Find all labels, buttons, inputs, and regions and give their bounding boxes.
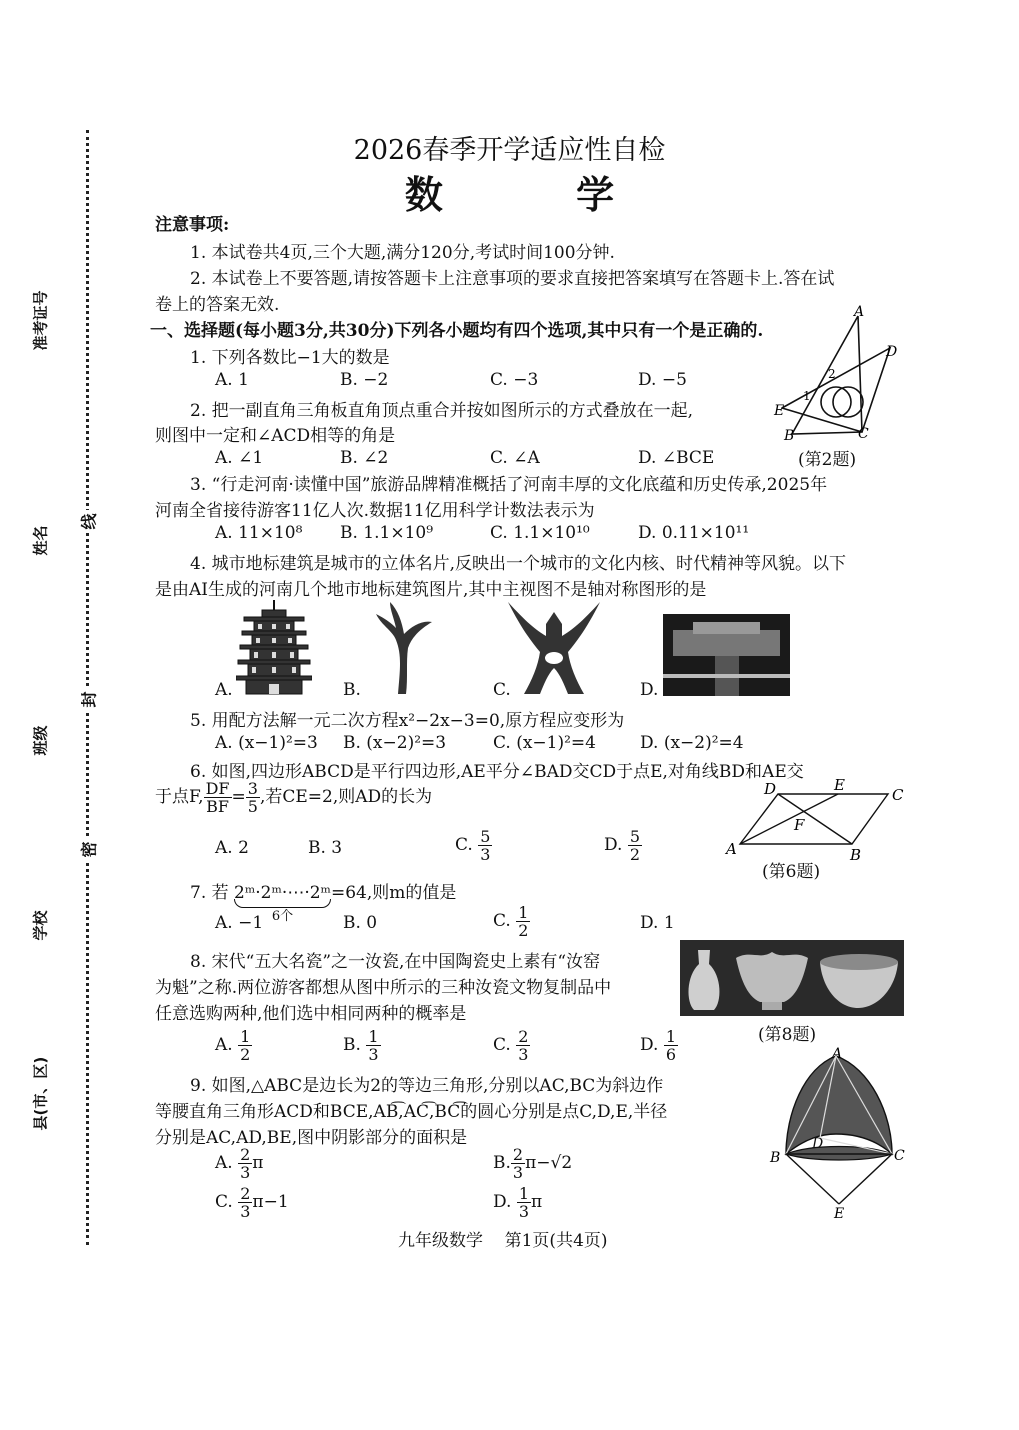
notice-item-1: 1. 本试卷共4页,三个大题,满分120分,考试时间100分钟. bbox=[190, 243, 615, 263]
q7-option-a: A. −1 bbox=[215, 913, 264, 933]
q8-option-d-num: 1 bbox=[665, 1027, 677, 1046]
q9-stem-cont2: 分别是AC,AD,BE,图中阴影部分的面积是 bbox=[155, 1128, 468, 1148]
q6-option-c-den: 3 bbox=[480, 845, 491, 864]
q4-image-night-gate bbox=[663, 614, 790, 696]
q8-stem-cont2: 任意选购两种,他们选中相同两种的概率是 bbox=[155, 1004, 467, 1024]
q9-option-a-tail: π bbox=[252, 1153, 264, 1173]
q9-option-c-den: 3 bbox=[240, 1202, 251, 1221]
q9-label-c: C bbox=[894, 1148, 905, 1164]
q9-option-d-den: 3 bbox=[518, 1202, 530, 1221]
q6-label-f: F bbox=[794, 816, 805, 834]
q2-stem: 2. 把一副直角三角板直角顶点重合并按如图所示的方式叠放在一起, bbox=[190, 401, 694, 421]
q6-option-a: A. 2 bbox=[215, 838, 249, 858]
q2-label-a: A bbox=[854, 304, 865, 320]
q4-image-pagoda bbox=[236, 598, 312, 696]
q6-label-c: C bbox=[892, 786, 904, 804]
q3-option-b: B. 1.1×10⁹ bbox=[340, 523, 434, 543]
q6-option-d-den: 2 bbox=[629, 845, 641, 864]
q4-stem: 4. 城市地标建筑是城市的立体名片,反映出一个城市的文化内核、时代精神等风貌。以下 bbox=[190, 554, 847, 574]
q7-stem-part1: 7. 若 bbox=[190, 883, 229, 903]
q9-option-c-tail: π−1 bbox=[252, 1192, 289, 1212]
q8-porcelain-shapes bbox=[680, 940, 904, 1016]
q2-label-d: D bbox=[886, 344, 898, 360]
q6-stem-cont bbox=[155, 780, 432, 815]
q9-option-d-label: D. bbox=[493, 1192, 512, 1212]
q6-ratio-num: DF bbox=[205, 779, 230, 798]
q9-option-d-num: 1 bbox=[518, 1184, 530, 1203]
q5-option-c: C. (x−1)²=4 bbox=[493, 733, 596, 753]
q9-option-c-label: C. bbox=[215, 1192, 233, 1212]
q7-option-c-num: 1 bbox=[518, 903, 529, 922]
q7-count-label: 6个 bbox=[271, 909, 294, 924]
q6-option-d bbox=[604, 828, 642, 863]
notice-item-2: 2. 本试卷上不要答题,请按答题卡上注意事项的要求直接把答案填写在答题卡上.答在试 bbox=[190, 269, 835, 289]
q3-option-c: C. 1.1×10¹⁰ bbox=[490, 523, 590, 543]
q7-power-terms: 2ᵐ·2ᵐ·⋯·2ᵐ bbox=[234, 883, 331, 903]
q9-option-c-num: 2 bbox=[240, 1184, 251, 1203]
q6-label-e: E bbox=[834, 776, 845, 794]
q5-option-a: A. (x−1)²=3 bbox=[215, 733, 318, 753]
q2-label-c: C bbox=[858, 426, 869, 442]
q4-image-sculpture bbox=[372, 600, 434, 696]
q8-option-a-label: A. bbox=[215, 1035, 233, 1055]
q9-option-d-frac bbox=[517, 1185, 531, 1220]
q6-stem-part1: 于点F, bbox=[155, 787, 204, 807]
notice-heading: 注意事项: bbox=[155, 215, 230, 235]
q8-option-b bbox=[343, 1028, 381, 1063]
exam-title: 2026春季开学适应性自检 bbox=[353, 135, 666, 166]
seal-seal-char: 封 bbox=[78, 688, 98, 711]
q6-ratio-fraction bbox=[204, 780, 232, 815]
q9-label-e: E bbox=[834, 1206, 845, 1220]
q9-option-c-frac bbox=[238, 1185, 252, 1220]
q6-option-c-frac bbox=[478, 828, 492, 863]
q8-option-b-den: 3 bbox=[368, 1045, 379, 1064]
q6-label-b: B bbox=[850, 846, 862, 862]
q9-option-a-label: A. bbox=[215, 1153, 233, 1173]
q6-ratio-value-num: 3 bbox=[247, 779, 258, 798]
q9-label-b: B bbox=[770, 1150, 781, 1166]
q4-option-d: D. bbox=[640, 680, 659, 700]
q6-caption: (第6题) bbox=[762, 862, 821, 882]
q8-option-c bbox=[493, 1028, 530, 1063]
q8-option-d bbox=[640, 1028, 678, 1063]
q9-option-b-den: 3 bbox=[512, 1163, 524, 1182]
q8-option-c-frac bbox=[516, 1028, 530, 1063]
q8-option-b-num: 1 bbox=[368, 1027, 379, 1046]
q1-option-a: A. 1 bbox=[215, 370, 249, 390]
q2-label-angle1: 1 bbox=[803, 389, 811, 403]
school-label: 学校 bbox=[31, 910, 50, 941]
q9-option-d bbox=[493, 1185, 542, 1220]
q9-option-b bbox=[493, 1146, 572, 1181]
q8-option-d-label: D. bbox=[640, 1035, 659, 1055]
q9-option-a-frac bbox=[238, 1146, 252, 1181]
q6-option-c bbox=[455, 828, 492, 863]
q4-option-c: C. bbox=[493, 680, 511, 700]
q7-option-b: B. 0 bbox=[343, 913, 378, 933]
q8-stem: 8. 宋代“五大名瓷”之一汝瓷,在中国陶瓷史上素有“汝窑 bbox=[190, 952, 601, 972]
q5-option-b: B. (x−2)²=3 bbox=[343, 733, 447, 753]
q8-porcelain-photo bbox=[680, 940, 904, 1016]
q7-option-c-frac bbox=[516, 904, 530, 939]
section-heading: 一、选择题(每小题3分,共30分)下列各小题均有四个选项,其中只有一个是正确的. bbox=[150, 321, 764, 341]
q3-option-a: A. 11×10⁸ bbox=[215, 523, 303, 543]
q7-option-c bbox=[493, 904, 530, 939]
q6-ratio-value-den: 5 bbox=[247, 797, 258, 816]
q1-option-d: D. −5 bbox=[638, 370, 687, 390]
q9-option-a-num: 2 bbox=[240, 1145, 251, 1164]
q8-option-a-num: 1 bbox=[240, 1027, 251, 1046]
seal-line-char: 线 bbox=[78, 510, 98, 533]
q9-label-d: D bbox=[812, 1136, 824, 1152]
q8-option-d-frac bbox=[664, 1028, 678, 1063]
q2-label-angle2: 2 bbox=[828, 367, 836, 381]
q4-image-tripod bbox=[506, 600, 602, 696]
q1-stem: 1. 下列各数比−1大的数是 bbox=[190, 348, 390, 368]
q6-option-d-frac bbox=[628, 828, 642, 863]
q2-option-b: B. ∠2 bbox=[340, 448, 389, 468]
q6-ratio-value bbox=[246, 780, 260, 815]
q2-option-d: D. ∠BCE bbox=[638, 448, 715, 468]
q8-option-a-frac bbox=[238, 1028, 252, 1063]
q5-option-d: D. (x−2)²=4 bbox=[640, 733, 744, 753]
q8-caption: (第8题) bbox=[758, 1025, 817, 1045]
q9-stem: 9. 如图,△ABC是边长为2的等边三角形,分别以AC,BC为斜边作 bbox=[190, 1076, 664, 1096]
q8-stem-cont1: 为魁”之称.两位游客都想从图中所示的三种汝瓷文物复制品中 bbox=[155, 978, 612, 998]
q8-option-a-den: 2 bbox=[240, 1045, 251, 1064]
q9-figure bbox=[766, 1044, 916, 1220]
q9-option-b-num: 2 bbox=[512, 1145, 524, 1164]
q8-option-c-label: C. bbox=[493, 1035, 511, 1055]
q6-ratio-den: BF bbox=[206, 797, 229, 816]
q6-option-c-num: 5 bbox=[480, 827, 491, 846]
q7-option-c-label: C. bbox=[493, 911, 511, 931]
q5-stem: 5. 用配方法解一元二次方程x²−2x−3=0,原方程应变形为 bbox=[190, 711, 625, 731]
q8-option-a bbox=[215, 1028, 252, 1063]
class-label: 班级 bbox=[31, 725, 50, 756]
q9-option-d-tail: π bbox=[531, 1192, 543, 1212]
q7-power-product bbox=[234, 883, 331, 924]
q2-option-c: C. ∠A bbox=[490, 448, 540, 468]
q1-option-b: B. −2 bbox=[340, 370, 389, 390]
q9-option-a bbox=[215, 1146, 263, 1181]
q3-option-d: D. 0.11×10¹¹ bbox=[638, 523, 750, 543]
q2-label-e: E bbox=[774, 403, 785, 419]
seal-secret-char: 密 bbox=[78, 838, 98, 861]
q7-stem-part2: =64,则m的值是 bbox=[330, 883, 457, 903]
q6-label-d: D bbox=[764, 780, 777, 798]
q9-stem-cont1: 等腰直角三角形ACD和BCE,AB͡,AC͡,BC͡的圆心分别是点C,D,E,半径 bbox=[155, 1102, 668, 1122]
q8-option-b-label: B. bbox=[343, 1035, 361, 1055]
q6-label-a: A bbox=[726, 840, 737, 858]
county-label: 县(市、区) bbox=[31, 1056, 50, 1131]
q7-option-c-den: 2 bbox=[518, 921, 529, 940]
q9-option-b-frac bbox=[511, 1146, 525, 1181]
q6-stem-part2: ,若CE=2,则AD的长为 bbox=[259, 787, 433, 807]
q8-option-c-den: 3 bbox=[518, 1045, 529, 1064]
subject-title: 数 学 bbox=[404, 173, 675, 217]
notice-item-2-cont: 卷上的答案无效. bbox=[155, 295, 280, 315]
q2-figure bbox=[770, 302, 910, 442]
q8-option-d-den: 6 bbox=[665, 1045, 677, 1064]
q4-option-a: A. bbox=[215, 680, 233, 700]
q7-option-d: D. 1 bbox=[640, 913, 675, 933]
q6-figure bbox=[724, 776, 914, 862]
name-label: 姓名 bbox=[31, 525, 50, 556]
q6-equals: = bbox=[231, 787, 246, 807]
q6-option-d-label: D. bbox=[604, 835, 623, 855]
q6-option-c-label: C. bbox=[455, 835, 473, 855]
q4-stem-cont: 是由AI生成的河南几个地市地标建筑图片,其中主视图不是轴对称图形的是 bbox=[155, 580, 707, 600]
q9-option-a-den: 3 bbox=[240, 1163, 251, 1182]
q9-option-c bbox=[215, 1185, 289, 1220]
q9-label-a: A bbox=[832, 1046, 843, 1062]
q8-option-b-frac bbox=[366, 1028, 380, 1063]
q4-option-b: B. bbox=[343, 680, 361, 700]
page-footer: 九年级数学 第1页(共4页) bbox=[398, 1231, 608, 1251]
q2-stem-cont: 则图中一定和∠ACD相等的角是 bbox=[155, 426, 396, 446]
q6-option-b: B. 3 bbox=[308, 838, 343, 858]
q3-stem: 3. “行走河南·读懂中国”旅游品牌精准概括了河南丰厚的文化底蕴和历史传承,2025年 bbox=[190, 475, 828, 495]
q2-option-a: A. ∠1 bbox=[215, 448, 264, 468]
q2-label-b: B bbox=[784, 428, 795, 442]
exam-id-label: 准考证号 bbox=[31, 290, 50, 351]
q1-option-c: C. −3 bbox=[490, 370, 539, 390]
q6-option-d-num: 5 bbox=[629, 827, 641, 846]
q8-option-c-num: 2 bbox=[518, 1027, 529, 1046]
q2-caption: (第2题) bbox=[798, 450, 857, 470]
q9-option-b-label: B. bbox=[493, 1153, 511, 1173]
q9-option-b-tail: π−√2 bbox=[525, 1153, 573, 1173]
q6-stem: 6. 如图,四边形ABCD是平行四边形,AE平分∠BAD交CD于点E,对角线BD和AE交 bbox=[190, 762, 804, 782]
q3-stem-cont: 河南全省接待游客11亿人次.数据11亿用科学计数法表示为 bbox=[155, 501, 595, 521]
